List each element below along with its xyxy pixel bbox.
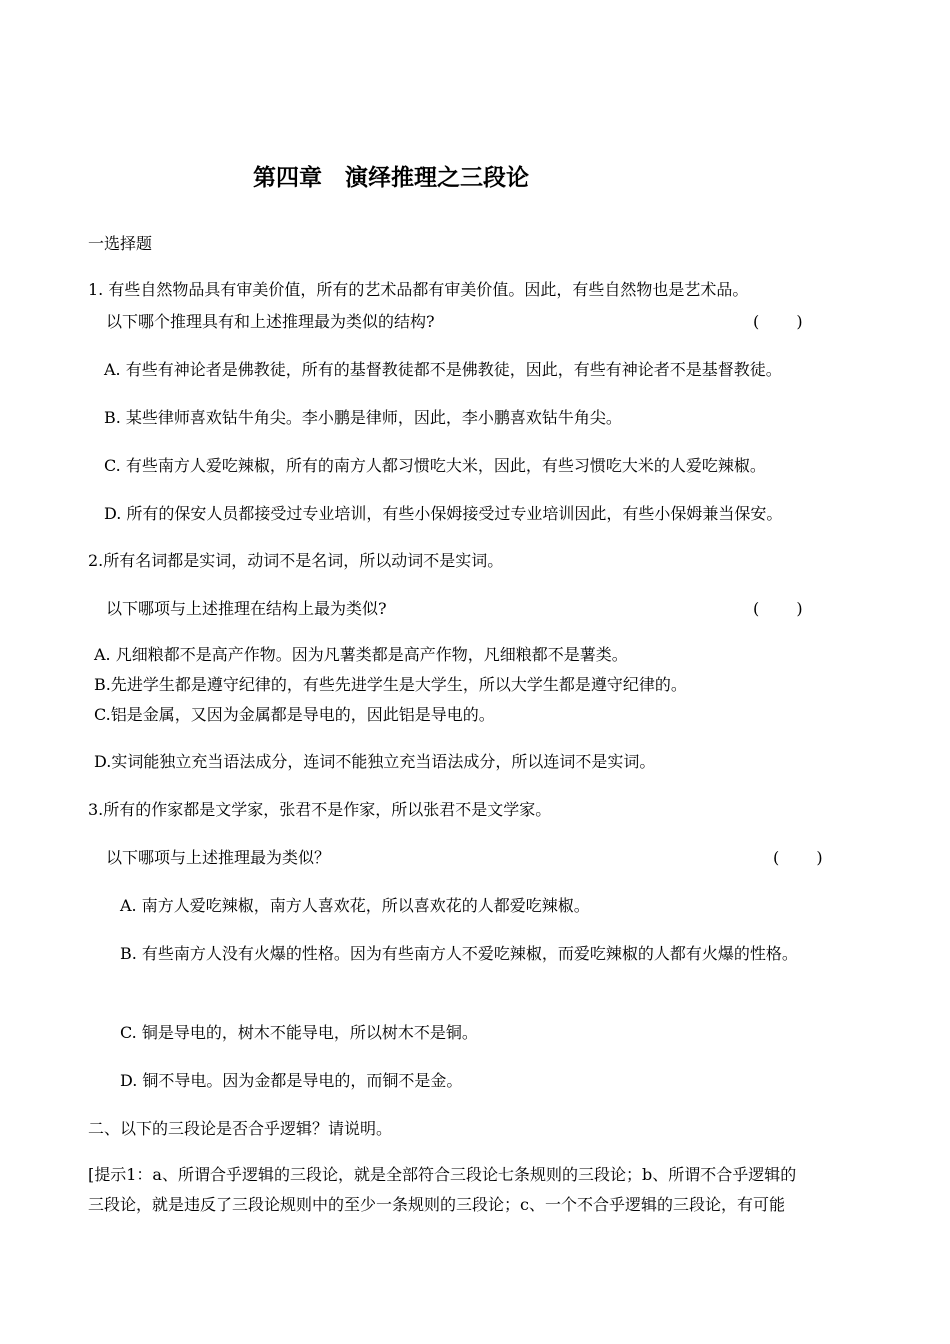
hint-line-2: 三段论，就是违反了三段论规则中的至少一条规则的三段论；c、一个不合乎逻辑的三段论，有可能: [88, 1195, 785, 1214]
question-3-option-a: A. 南方人爱吃辣椒，南方人喜欢花，所以喜欢花的人都爱吃辣椒。: [120, 896, 590, 915]
question-1-option-c: C. 有些南方人爱吃辣椒，所有的南方人都习惯吃大米，因此，有些习惯吃大米的人爱吃辣椒。: [104, 456, 766, 475]
question-1-option-b: B. 某些律师喜欢钻牛角尖。李小鹏是律师，因此，李小鹏喜欢钻牛角尖。: [104, 408, 622, 427]
question-3-answer-blank: ( ): [773, 848, 823, 867]
question-2-prompt: 以下哪项与上述推理在结构上最为类似?: [106, 599, 387, 618]
question-1-stem: 1. 有些自然物品具有审美价值，所有的艺术品都有审美价值。因此，有些自然物也是艺术品。: [88, 280, 749, 299]
question-2-option-d: D.实词能独立充当语法成分，连词不能独立充当语法成分，所以连词不是实词。: [94, 752, 656, 771]
section-heading-multiple-choice: 一选择题: [88, 234, 153, 253]
question-2-answer-blank: ( ): [753, 599, 803, 618]
question-1-answer-blank: ( ): [753, 312, 803, 331]
hint-line-1: [提示1：a、所谓合乎逻辑的三段论，就是全部符合三段论七条规则的三段论；b、所谓不合乎逻辑的: [88, 1165, 797, 1184]
question-3-stem: 3.所有的作家都是文学家，张君不是作家，所以张君不是文学家。: [88, 800, 552, 819]
question-3-option-d: D. 铜不导电。因为金都是导电的，而铜不是金。: [120, 1071, 463, 1090]
question-3-prompt: 以下哪项与上述推理最为类似？: [106, 848, 331, 867]
question-1-option-d: D. 所有的保安人员都接受过专业培训，有些小保姆接受过专业培训因此，有些小保姆兼当保安。: [104, 504, 783, 523]
question-1-prompt: 以下哪个推理具有和上述推理最为类似的结构?: [106, 312, 435, 331]
question-2-option-a: A. 凡细粮都不是高产作物。因为凡薯类都是高产作物，凡细粮都不是薯类。: [94, 645, 628, 664]
question-3-option-c: C. 铜是导电的，树木不能导电，所以树木不是铜。: [120, 1023, 478, 1042]
question-2-option-b: B.先进学生都是遵守纪律的，有些先进学生是大学生，所以大学生都是遵守纪律的。: [94, 675, 687, 694]
section-heading-logic-check: 二、以下的三段论是否合乎逻辑？请说明。: [88, 1119, 393, 1138]
question-1-option-a: A. 有些有神论者是佛教徒，所有的基督教徒都不是佛教徒，因此，有些有神论者不是基督教徒。: [104, 360, 782, 379]
question-3-option-b: B. 有些南方人没有火爆的性格。因为有些南方人不爱吃辣椒，而爱吃辣椒的人都有火爆的性格。: [120, 944, 798, 963]
question-2-stem: 2.所有名词都是实词，动词不是名词，所以动词不是实词。: [88, 551, 504, 570]
page-title: 第四章 演绎推理之三段论: [253, 165, 529, 191]
question-2-option-c: C.铝是金属，又因为金属都是导电的，因此铝是导电的。: [94, 705, 495, 724]
